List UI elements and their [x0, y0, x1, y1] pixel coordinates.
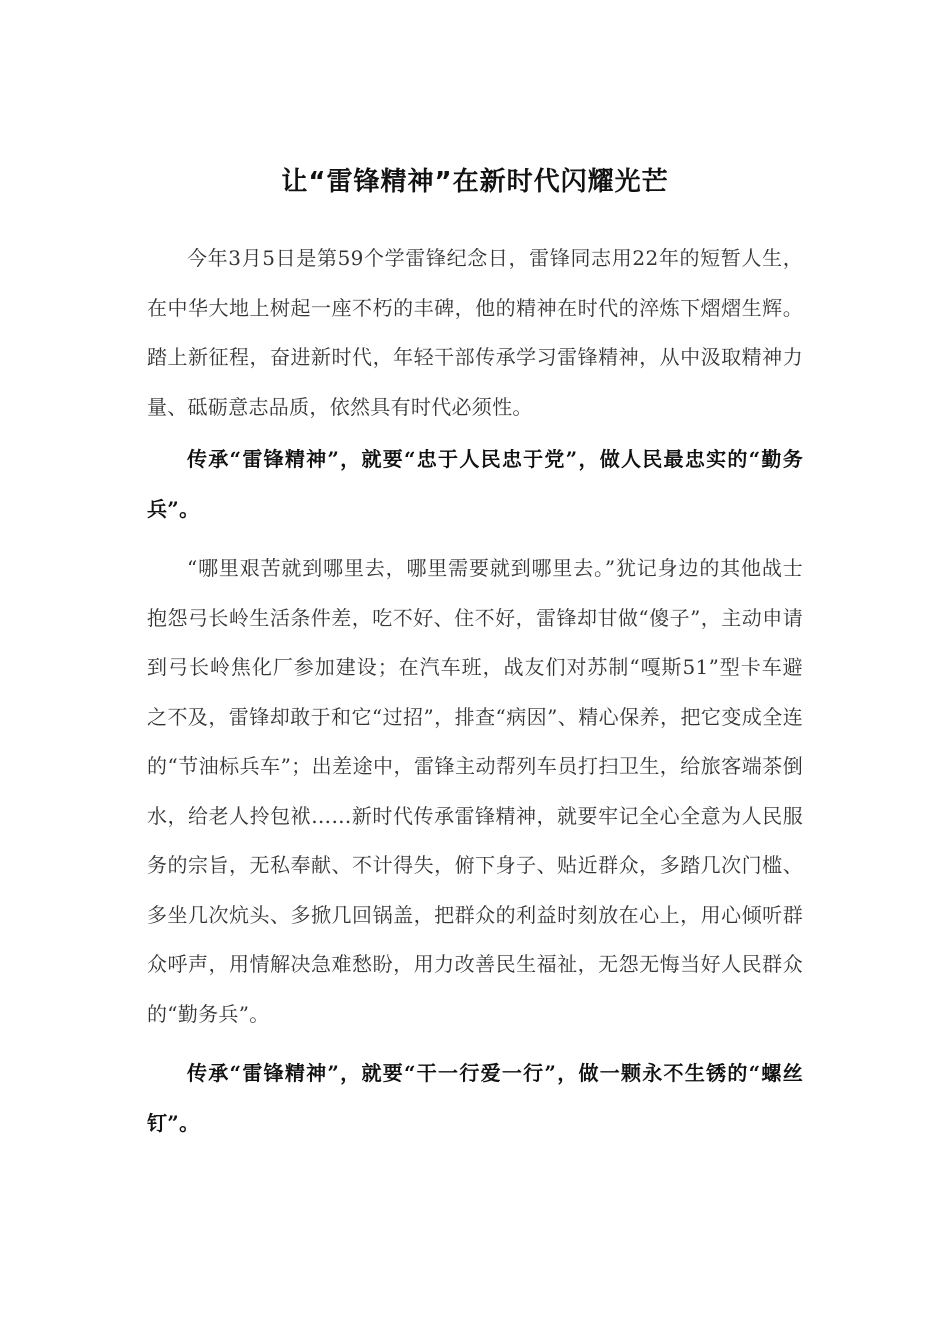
paragraph-spacer [147, 1039, 803, 1049]
paragraph-intro: 今年3月5日是第59个学雷锋纪念日，雷锋同志用22年的短暂人生，在中华大地上树起一座不朽的丰碑，他的精神在时代的淬炼下熠熠生辉。踏上新征程，奋进新时代，年轻干部传承学习雷锋精神，从中汲取精神力量、砥砺意志品质，依然具有时代必须性。 [147, 246, 803, 419]
document-content [147, 158, 803, 1148]
paragraph-section-1: “哪里艰苦就到哪里去，哪里需要就到哪里去。”犹记身边的其他战士抱怨弓长岭生活条件差，吃不好、住不好，雷锋却甘做“傻子”，主动申请到弓长岭焦化厂参加建设；在汽车班，战友们对苏制“嘎斯51”型卡车避之不及，雷锋却敢于和它“过招”，排查“病因”、精心保养，把它变成全连的“节油标兵车”；出差途中，雷锋主动帮列车员打扫卫生，给旅客端茶倒水，给老人拎包袱……新时代传承雷锋精神，就要牢记全心全意为人民服务的宗旨，无私奉献、不计得失，俯下身子、贴近群众，多踏几次门槛、多坐几次炕头、多掀几回锅盖，把群众的利益时刻放在心上，用心倾听群众呼声，用情解决急难愁盼，用力改善民生福祉，无怨无悔当好人民群众的“勤务兵”。 [147, 556, 803, 1026]
document-title: 让“雷锋精神”在新时代闪耀光芒 [281, 167, 669, 197]
title-spacer [147, 206, 803, 234]
paragraph-spacer [147, 534, 803, 544]
section-heading-1: 传承“雷锋精神”，就要“忠于人民忠于党”，做人民最忠实的“勤务兵”。 [147, 447, 803, 521]
section-heading-2: 传承“雷锋精神”，就要“干一行爱一行”，做一颗永不生锈的“螺丝钉”。 [147, 1061, 803, 1135]
